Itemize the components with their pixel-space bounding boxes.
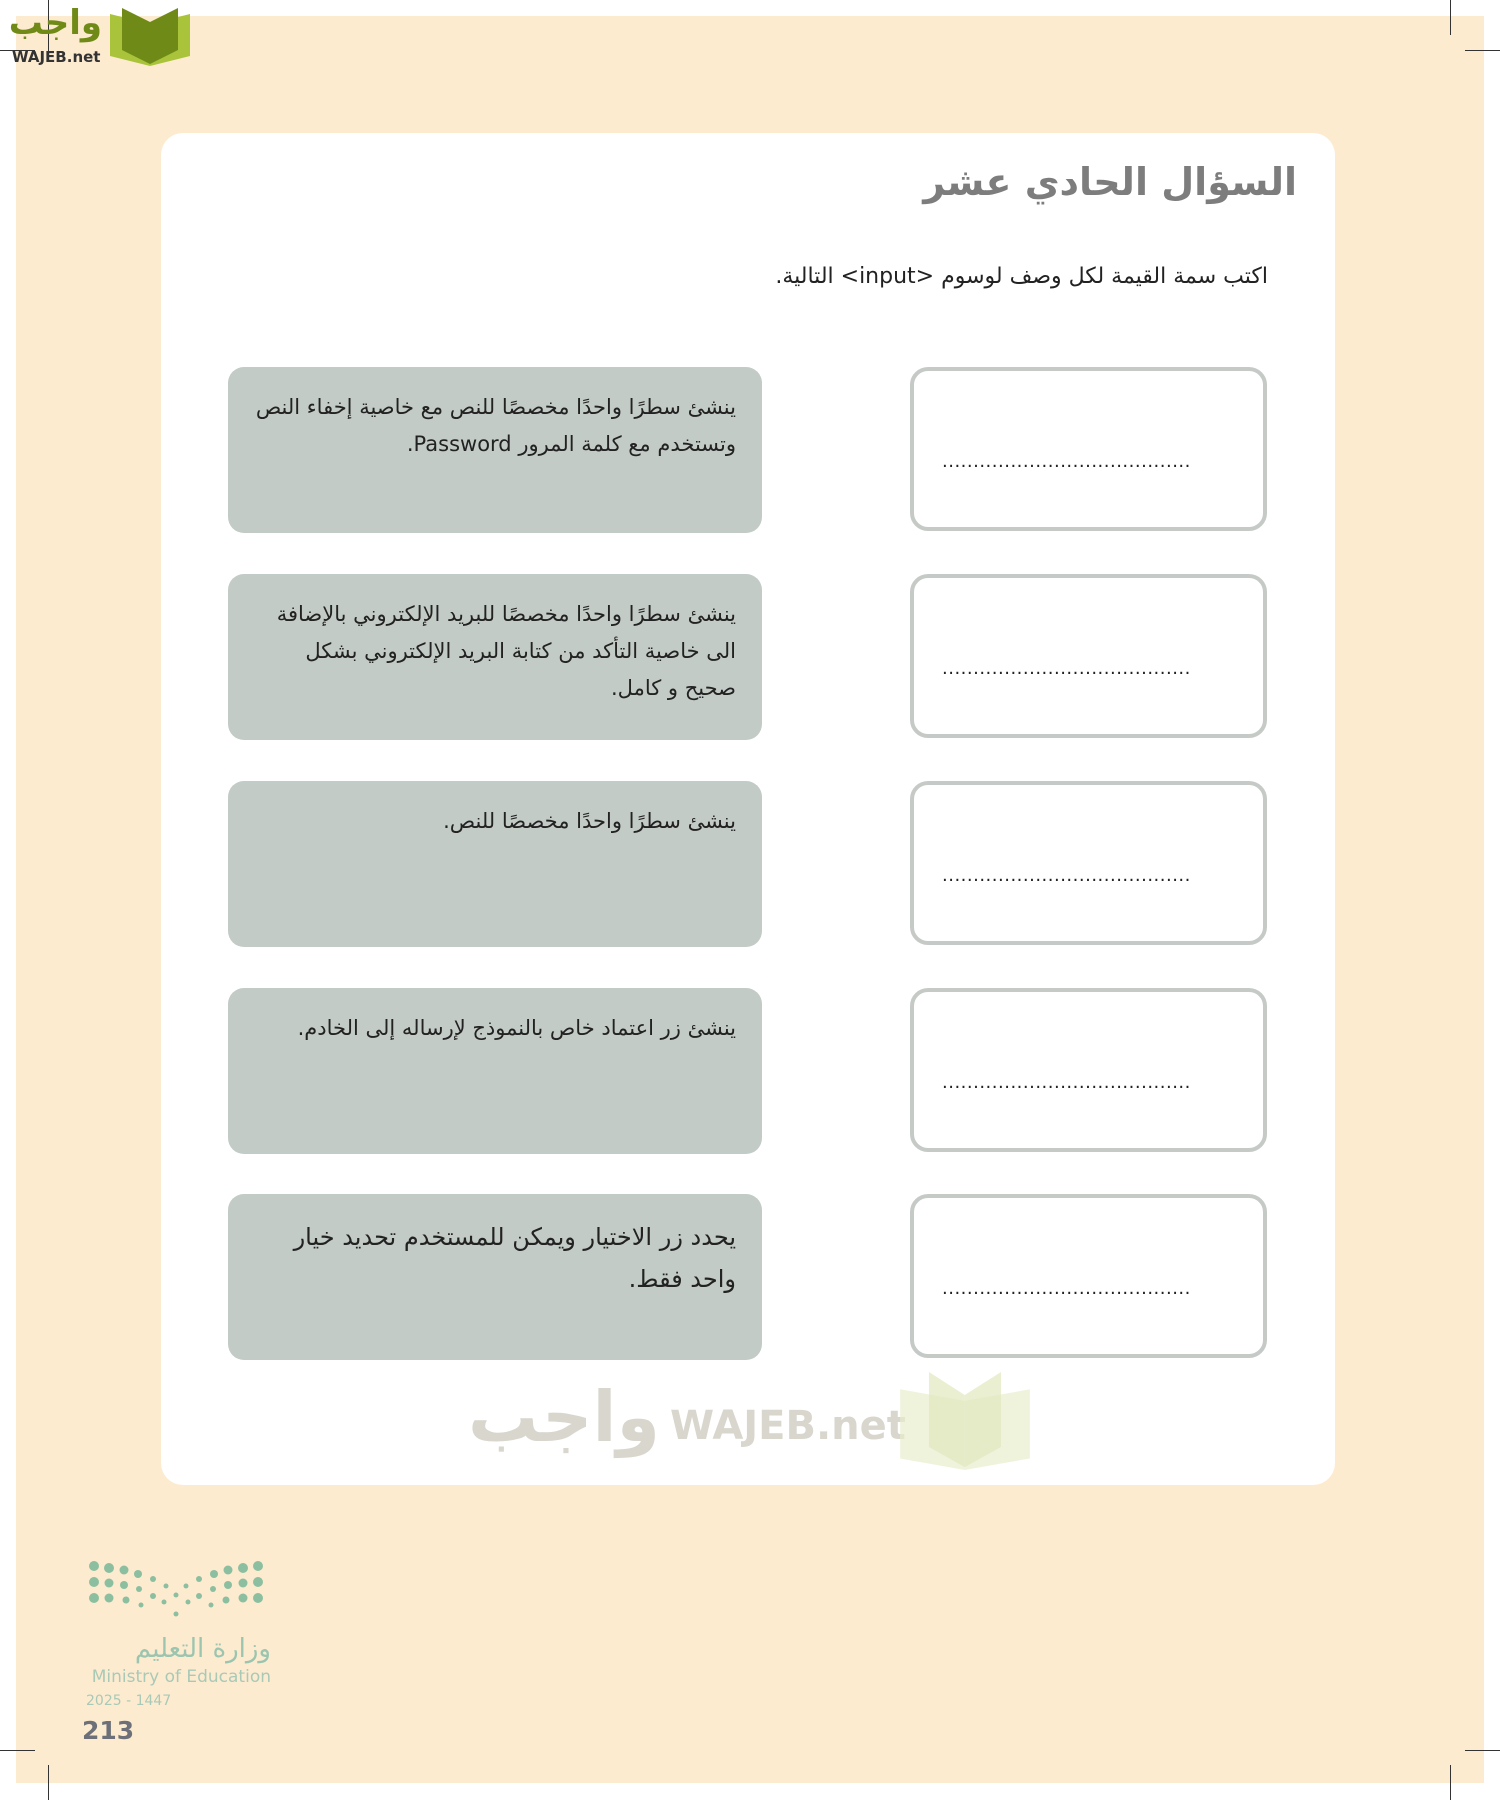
watermark-book-icon (900, 1372, 1030, 1470)
book-icon (106, 6, 194, 66)
description-box: ينشئ زر اعتماد خاص بالنموذج لإرساله إلى الخادم. (228, 988, 762, 1154)
description-box: ينشئ سطرًا واحدًا مخصصًا للنص. (228, 781, 762, 947)
answer-dots: ........................................ (942, 1072, 1191, 1093)
crop-mark (48, 1765, 49, 1800)
logo-subtext: WAJEB.net (12, 48, 101, 66)
crop-mark (1465, 50, 1500, 51)
answer-dots: ........................................ (942, 1278, 1191, 1299)
description-box: ينشئ سطرًا واحدًا مخصصًا للبريد الإلكتروني بالإضافة الى خاصية التأكد من كتابة البريد الإلكتروني بشكل صحيح و كامل. (228, 574, 762, 740)
answer-field[interactable] (910, 988, 1267, 1152)
watermark-text: واجب (467, 1376, 660, 1458)
watermark (467, 1372, 1040, 1472)
crop-mark (1450, 1765, 1451, 1800)
instruction-text: اكتب سمة القيمة لكل وصف لوسوم <input> التالية. (775, 264, 1268, 289)
answer-field[interactable] (910, 1194, 1267, 1358)
ministry-logo (82, 1560, 271, 1746)
crop-mark (1450, 0, 1451, 35)
answer-dots: ........................................ (942, 451, 1191, 472)
watermark-subtext: WAJEB.net (670, 1403, 906, 1449)
answer-dots: ........................................ (942, 865, 1191, 886)
academic-years: 2025 - 1447 (86, 1693, 172, 1709)
answer-dots: ........................................ (942, 658, 1191, 679)
description-box: ينشئ سطرًا واحدًا مخصصًا للنص مع خاصية إخفاء النص وتستخدم مع كلمة المرور Password. (228, 367, 762, 533)
crop-mark (0, 1750, 35, 1751)
ministry-dots-icon (86, 1560, 266, 1620)
crop-mark (1465, 1750, 1500, 1751)
ministry-name-en: Ministry of Education (91, 1667, 271, 1687)
logo-text: واجب (8, 3, 102, 43)
answer-field[interactable] (910, 574, 1267, 738)
ministry-name-ar: وزارة التعليم (134, 1634, 271, 1664)
answer-field[interactable] (910, 781, 1267, 945)
question-title: السؤال الحادي عشر (923, 160, 1297, 204)
description-box: يحدد زر الاختيار ويمكن للمستخدم تحديد خيار واحد فقط. (228, 1194, 762, 1360)
page-number: 213 (82, 1716, 135, 1745)
answer-field[interactable] (910, 367, 1267, 531)
